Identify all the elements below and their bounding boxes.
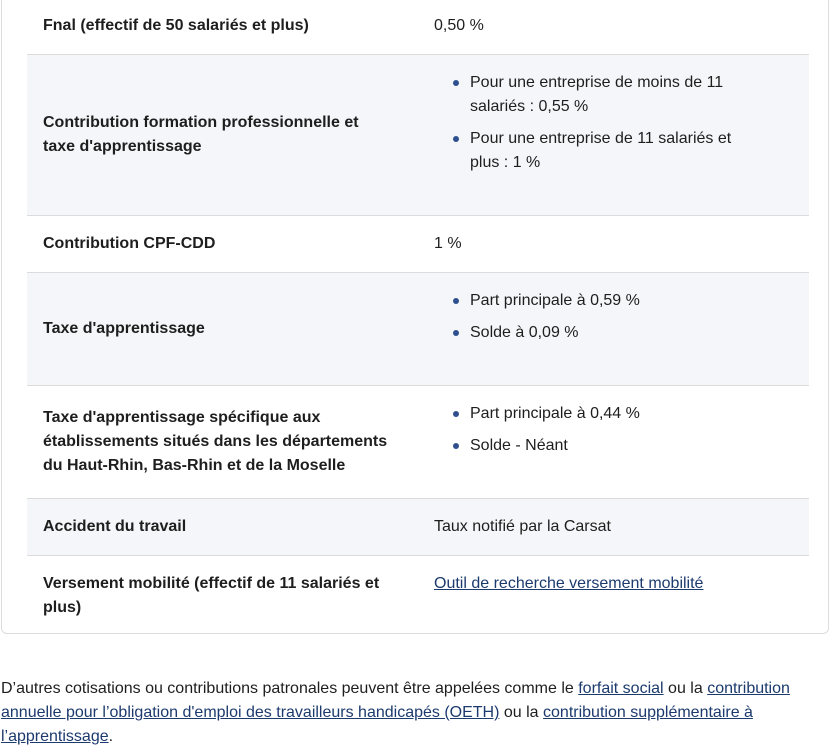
row-value <box>434 572 774 596</box>
forfait-social-link[interactable]: forfait social <box>578 680 664 697</box>
row-label: Versement mobilité (effectif de 11 salariés et plus) <box>43 575 380 616</box>
table-row <box>27 55 809 216</box>
row-label: Fnal (effectif de 50 salariés et plus) <box>43 17 309 34</box>
list-item: Solde à 0,09 % <box>434 321 774 345</box>
info-paragraph: D’autres cotisations ou contributions patronales peuvent être appelées comme le forfait social ou la contribution annuelle pour l’obligation d'emploi des travailleurs handicapés (OETH) ou la contribution supplémentaire à l’apprentissage. <box>1 680 790 745</box>
list-item: Solde - Néant <box>434 434 774 458</box>
row-value <box>434 289 774 345</box>
table-row <box>27 0 809 55</box>
list-item: Pour une entreprise de moins de 11 salariés : 0,55 % <box>434 71 734 119</box>
row-label: Contribution CPF-CDD <box>43 235 216 252</box>
table-row <box>27 556 809 634</box>
oeth-link[interactable]: contribution annuelle pour l’obligation d'emploi des travailleurs handicapés (OETH) <box>1 680 790 721</box>
row-label: Accident du travail <box>43 518 187 535</box>
csa-link[interactable]: contribution supplémentaire à l’apprentissage <box>1 704 753 745</box>
row-label: Taxe d'apprentissage spécifique aux établissements situés dans les départements du Haut-Rhin, Bas-Rhin et de la Moselle <box>43 409 388 474</box>
list-item: Part principale à 0,44 % <box>434 402 774 426</box>
list-item: Pour une entreprise de 11 salariés et plus : 1 % <box>434 127 734 175</box>
row-value: 1 % <box>434 235 462 252</box>
table-row <box>27 216 809 273</box>
row-label: Taxe d'apprentissage <box>43 320 205 337</box>
table-row <box>27 273 809 386</box>
list-item: Part principale à 0,59 % <box>434 289 774 313</box>
row-value <box>434 71 734 175</box>
table-row <box>27 499 809 556</box>
contributions-table-card <box>1 0 829 634</box>
row-value: Taux notifié par la Carsat <box>434 518 611 535</box>
row-label: Contribution formation professionnelle et taxe d'apprentissage <box>43 114 359 155</box>
row-value: 0,50 % <box>434 17 484 34</box>
row-value <box>434 402 774 458</box>
versement-mobilite-link[interactable]: Outil de recherche versement mobilité <box>434 575 704 592</box>
table-row <box>27 386 809 499</box>
